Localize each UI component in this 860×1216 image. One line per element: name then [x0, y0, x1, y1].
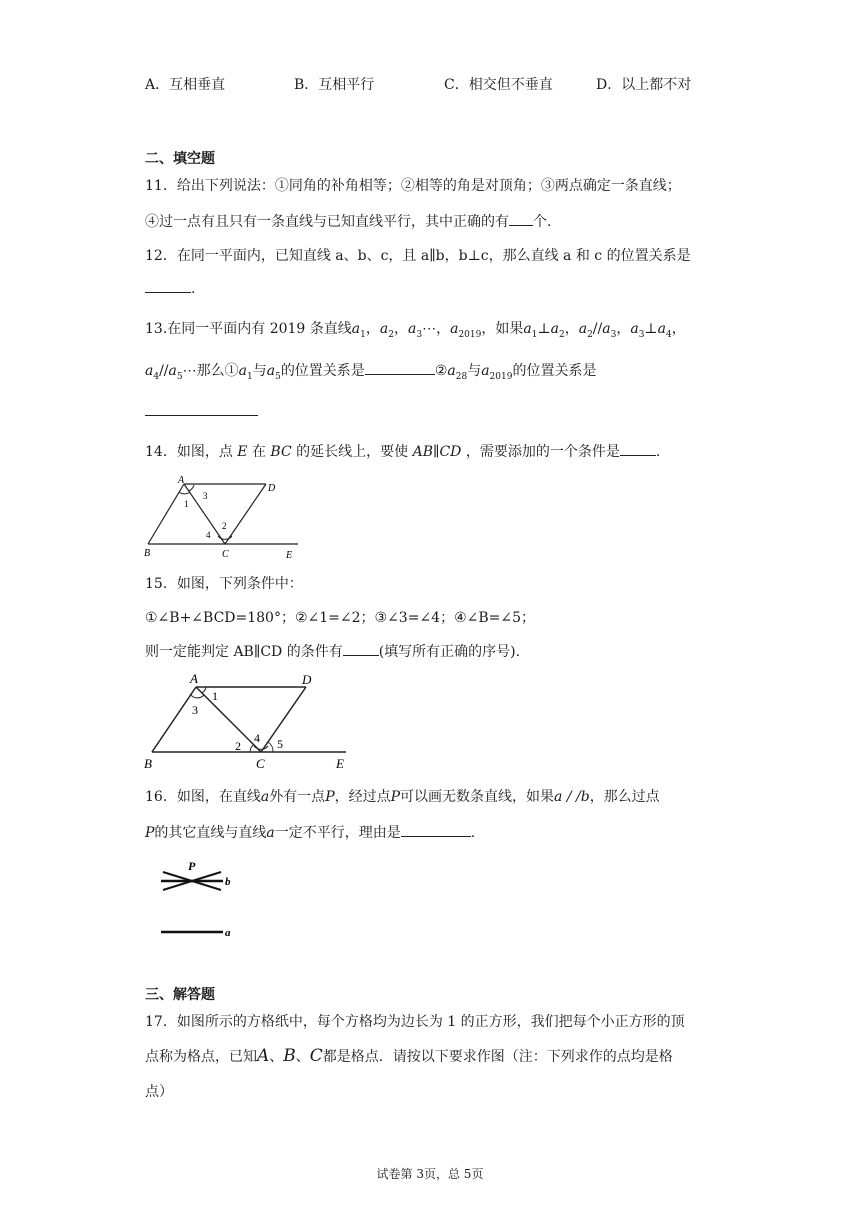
label-c: C	[222, 549, 229, 560]
q11-line1: 11．给出下列说法：①同角的补角相等；②相等的角是对顶角；③两点确定一条直线；	[145, 178, 681, 194]
label-a: a	[225, 927, 231, 939]
answer-blank	[145, 280, 191, 293]
section-2-title: 二、填空题	[145, 151, 215, 167]
answer-blank	[401, 824, 471, 837]
label-a: A	[190, 671, 198, 686]
q11-line2: ④过一点有且只有一条直线与已知直线平行，其中正确的有 个.	[145, 214, 552, 230]
option-a: A．互相垂直	[145, 77, 226, 93]
q15-line2: ①∠B+∠BCD=180°；②∠1=∠2；③∠3=∠4；④∠B=∠5；	[145, 610, 536, 626]
angle-2: 2	[222, 521, 227, 531]
answer-blank	[145, 415, 258, 416]
label-e: E	[286, 550, 293, 561]
q15-line3: 则一定能判定 AB∥CD 的条件有 (填写所有正确的序号).	[145, 644, 521, 660]
q13-line1: 13.在同一平面内有 2019 条直线$a_1$，$a_2$，$a_3\cdots$，$a_{2019}$，如果$a_1\perp a_2$，$a_2//a_3$，$a_3\perp a_4$，	[145, 321, 686, 340]
answer-blank	[343, 643, 379, 656]
label-b: B	[144, 548, 151, 559]
q15-line1: 15．如图，下列条件中：	[145, 576, 303, 592]
label-d: D	[302, 672, 312, 687]
q15-figure	[140, 668, 360, 774]
answer-blank	[509, 213, 533, 226]
label-d: D	[268, 483, 276, 494]
q17-line2: 点称为格点，已知A、B、C都是格点．请按以下要求作图（注：下列求作的点均是格	[145, 1046, 673, 1066]
angle-4: 4	[254, 731, 260, 745]
label-c: C	[256, 756, 265, 771]
answer-blank	[620, 443, 656, 456]
option-c: C．相交但不垂直	[444, 77, 553, 93]
q16-figure	[155, 858, 255, 942]
q17-line3: 点）	[145, 1084, 173, 1100]
label-b: B	[144, 756, 152, 771]
q12-line2: .	[145, 280, 195, 297]
angle-3: 3	[203, 491, 208, 501]
answer-blank	[365, 362, 435, 375]
q16-line2: P的其它直线与直线a一定不平行，理由是 .	[145, 825, 476, 841]
option-b: B．互相平行	[294, 77, 375, 93]
angle-2: 2	[235, 739, 241, 753]
q14-figure	[140, 472, 310, 564]
q16-line1: 16．如图，在直线a外有一点P，经过点P可以画无数条直线，如果a / /b，那么过点	[145, 789, 660, 805]
angle-5: 5	[277, 737, 283, 751]
q13-line2: $a_4//a_5\cdots$那么$①a_1$与$a_5$的位置关系是 $②a_{28}$与$a_{2019}$的位置关系是	[145, 363, 597, 382]
page-footer: 试卷第 3页，总 5页	[376, 1167, 484, 1181]
angle-1: 1	[184, 499, 189, 509]
option-d: D．以上都不对	[596, 77, 692, 93]
angle-4: 4	[206, 530, 211, 540]
label-b: b	[225, 876, 231, 888]
q12-line1: 12．在同一平面内，已知直线 a、b、c，且 a∥b，b⊥c，那么直线 a 和 c 的位置关系是	[145, 248, 691, 264]
q17-line1: 17．如图所示的方格纸中，每个方格均为边长为 1 的正方形，我们把每个小正方形的顶	[145, 1014, 685, 1030]
angle-3: 3	[192, 703, 198, 717]
label-e: E	[336, 756, 344, 771]
q14-text: 14．如图，点 E 在 BC 的延长线上，要使 AB∥CD ，需要添加的一个条件是 .	[145, 444, 661, 460]
section-3-title: 三、解答题	[145, 987, 215, 1003]
label-p: P	[188, 859, 196, 873]
label-a: A	[178, 475, 185, 486]
angle-1: 1	[212, 689, 218, 703]
